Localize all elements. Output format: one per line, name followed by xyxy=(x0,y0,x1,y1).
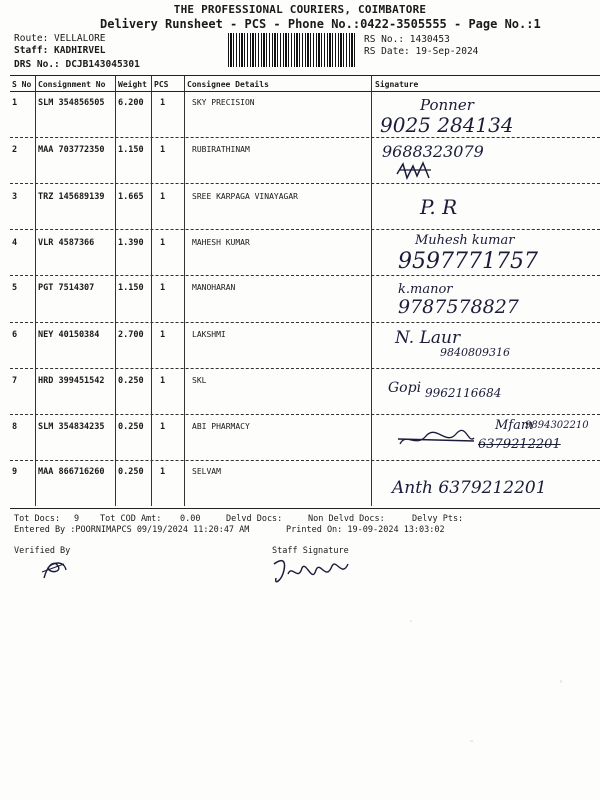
row-pcs: 1 xyxy=(160,467,166,477)
row-weight: 1.390 xyxy=(118,238,144,248)
signature-phone: 9688323079 xyxy=(382,142,484,161)
row-pcs: 1 xyxy=(160,98,166,108)
row-pcs: 1 xyxy=(160,330,166,340)
row-separator xyxy=(10,414,600,415)
row-sno: 8 xyxy=(12,422,18,432)
table-header-border xyxy=(10,91,600,92)
row-consignee: SELVAM xyxy=(192,467,221,476)
row-pcs: 1 xyxy=(160,192,166,202)
row-consignee: MANOHARAN xyxy=(192,283,236,292)
row-consignee: MAHESH KUMAR xyxy=(192,238,250,247)
rs-number: RS No.: 1430453 xyxy=(364,34,450,45)
row-consignee: SKY PRECISION xyxy=(192,98,255,107)
row-consignee: RUBIRATHINAM xyxy=(192,145,250,154)
signature-phone: 9597771757 xyxy=(398,249,538,274)
tot-cod-value: 0.00 xyxy=(180,514,201,524)
scan-speck xyxy=(560,680,562,683)
signature-name: N. Laur xyxy=(395,328,461,348)
row-sno: 1 xyxy=(12,98,18,108)
column-divider xyxy=(115,76,116,506)
scan-speck xyxy=(470,740,473,742)
header-weight: Weight xyxy=(118,80,147,89)
header-signature: Signature xyxy=(375,80,419,89)
row-consignee: LAKSHMI xyxy=(192,330,226,339)
signature-phone: 9962116684 xyxy=(425,386,502,400)
row-separator xyxy=(10,460,600,461)
delvd-docs-label: Delvd Docs: xyxy=(226,514,283,524)
column-divider xyxy=(184,76,185,506)
row-consignment: SLM 354834235 xyxy=(38,422,105,432)
tot-docs-value: 9 xyxy=(74,514,80,524)
signature-name: Muhesh kumar xyxy=(415,233,515,248)
row-weight: 0.250 xyxy=(118,376,144,386)
row-consignee: SREE KARPAGA VINAYAGAR xyxy=(192,192,298,201)
column-divider xyxy=(35,76,36,506)
row-sno: 6 xyxy=(12,330,18,340)
signature-phone: 9894302210 xyxy=(525,420,589,431)
table-bottom-border xyxy=(10,508,600,509)
staff-label: Staff: KADHIRVEL xyxy=(14,45,106,56)
route-label: Route: VELLALORE xyxy=(14,33,106,44)
row-consignee: SKL xyxy=(192,376,207,385)
column-divider xyxy=(151,76,152,506)
row-separator xyxy=(10,322,600,323)
signature-name: k.manor xyxy=(398,282,453,297)
row-consignment: HRD 399451542 xyxy=(38,376,105,386)
row-weight: 1.150 xyxy=(118,145,144,155)
row-consignment: NEY 40150384 xyxy=(38,330,100,340)
row-pcs: 1 xyxy=(160,145,166,155)
column-divider xyxy=(371,76,372,506)
scan-speck xyxy=(410,620,412,622)
row-weight: 0.250 xyxy=(118,422,144,432)
tot-docs-label: Tot Docs: xyxy=(14,514,61,524)
non-delvd-docs-label: Non Delvd Docs: xyxy=(308,514,385,524)
row-consignment: MAA 866716260 xyxy=(38,467,105,477)
row-weight: 0.250 xyxy=(118,467,144,477)
signature-name: Ponner xyxy=(420,96,474,114)
printed-on: Printed On: 19-09-2024 13:03:02 xyxy=(286,525,445,535)
row-sno: 9 xyxy=(12,467,18,477)
row-consignment: PGT 7514307 xyxy=(38,283,95,293)
row-weight: 1.665 xyxy=(118,192,144,202)
row-weight: 6.200 xyxy=(118,98,144,108)
struck-signature xyxy=(396,428,476,450)
signature-scribble xyxy=(395,160,435,182)
row-weight: 1.150 xyxy=(118,283,144,293)
row-sno: 5 xyxy=(12,283,18,293)
signature-name-phone: Anth 6379212201 xyxy=(392,478,547,498)
row-separator xyxy=(10,275,600,276)
row-pcs: 1 xyxy=(160,238,166,248)
drs-number: DRS No.: DCJB143045301 xyxy=(14,59,140,70)
row-sno: 4 xyxy=(12,238,18,248)
row-pcs: 1 xyxy=(160,422,166,432)
row-pcs: 1 xyxy=(160,376,166,386)
row-consignee: ABI PHARMACY xyxy=(192,422,250,431)
signature-name: Gopi xyxy=(388,380,422,396)
row-consignment: TRZ 145689139 xyxy=(38,192,105,202)
verified-by-label: Verified By xyxy=(14,546,71,556)
row-consignment: MAA 703772350 xyxy=(38,145,105,155)
tot-cod-label: Tot COD Amt: xyxy=(100,514,162,524)
barcode xyxy=(228,33,356,67)
row-weight: 2.700 xyxy=(118,330,144,340)
row-separator xyxy=(10,137,600,138)
row-sno: 2 xyxy=(12,145,18,155)
entered-by: Entered By :POORNIMAPCS 09/19/2024 11:20:47 AM xyxy=(14,525,250,535)
runsheet-title: Delivery Runsheet - PCS - Phone No.:0422-3505555 - Page No.:1 xyxy=(100,17,541,31)
row-consignment: SLM 354856505 xyxy=(38,98,105,108)
signature-phone: 9840809316 xyxy=(440,346,510,359)
signature-phone: 9787578827 xyxy=(398,296,519,318)
row-separator xyxy=(10,229,600,230)
row-sno: 3 xyxy=(12,192,18,202)
signature-name: Mfam xyxy=(495,418,534,433)
row-consignment: VLR 4587366 xyxy=(38,238,95,248)
row-pcs: 1 xyxy=(160,283,166,293)
row-separator xyxy=(10,183,600,184)
signature-phone: 9025 284134 xyxy=(380,113,514,137)
header-sno: S No xyxy=(12,80,32,89)
signature-name: P. R xyxy=(420,195,458,219)
row-separator xyxy=(10,368,600,369)
table-top-border xyxy=(10,75,600,76)
header-pcs: PCS xyxy=(154,80,169,89)
staff-signature-label: Staff Signature xyxy=(272,546,349,556)
company-name: THE PROFESSIONAL COURIERS, COIMBATORE xyxy=(173,3,427,16)
header-consignment: Consignment No xyxy=(38,80,106,89)
delvy-pts-label: Delvy Pts: xyxy=(412,514,464,524)
verifier-signature xyxy=(40,556,70,582)
signature-phone-struck: 6379212201 xyxy=(478,437,561,452)
header-consignee: Consignee Details xyxy=(187,80,269,89)
staff-signature-mark xyxy=(268,556,358,592)
rs-date: RS Date: 19-Sep-2024 xyxy=(364,46,479,57)
row-sno: 7 xyxy=(12,376,18,386)
